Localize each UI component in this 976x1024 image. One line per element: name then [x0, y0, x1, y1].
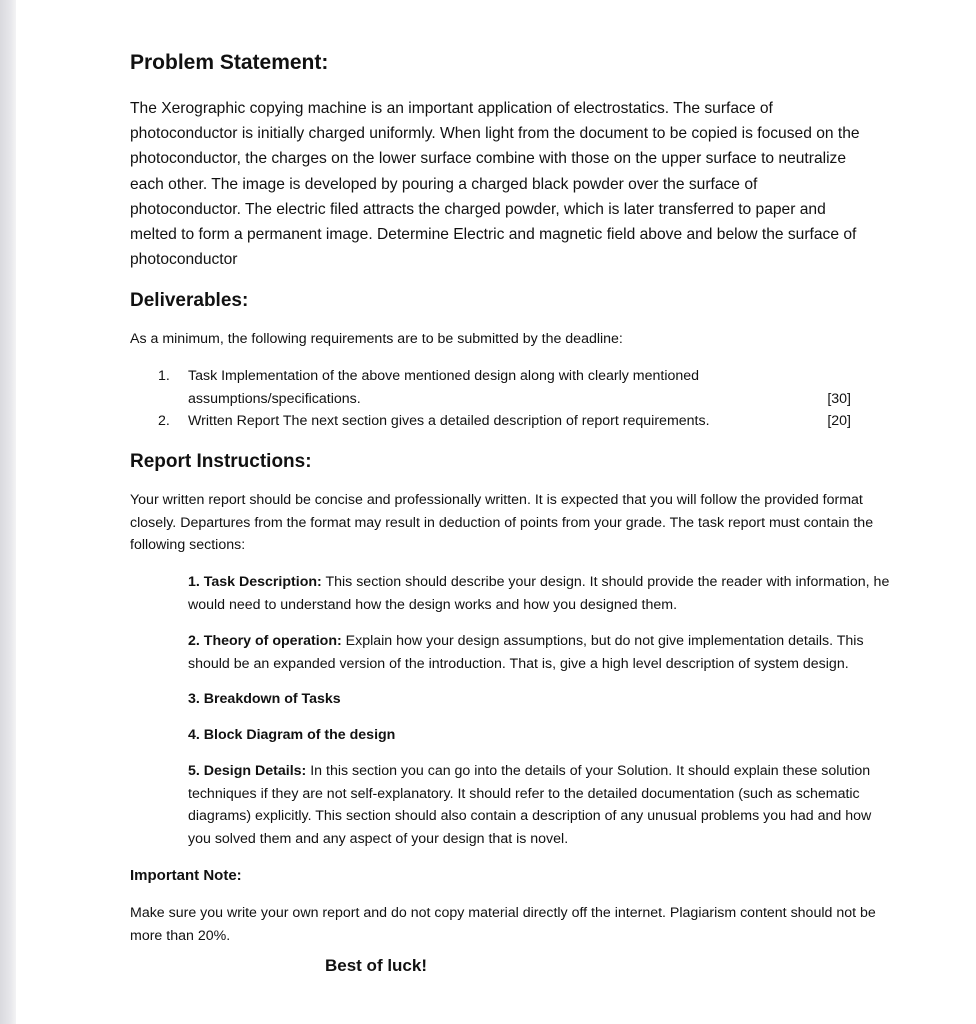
report-section-block-diagram	[188, 724, 890, 747]
deliverable-item	[130, 365, 890, 410]
deliverables-list	[130, 365, 890, 433]
deliverable-marks: [30]	[827, 390, 851, 407]
section-title: 3. Breakdown of Tasks	[188, 691, 341, 708]
important-note-text: Make sure you write your own report and do not copy material directly off the internet. Plagiarism content should not be more than 20%.	[130, 904, 876, 944]
deliverable-number: 2.	[158, 413, 170, 430]
deliverable-text: Written Report The next section gives a detailed description of report requirements.	[188, 413, 710, 430]
section-title: 1. Task Description:	[188, 574, 322, 591]
deliverable-number: 1.	[158, 368, 170, 385]
page-edge-shadow	[0, 0, 16, 1024]
deliverable-marks: [20]	[827, 413, 851, 430]
document-page	[130, 48, 890, 947]
section-text: In this section you can go into the details of your Solution. It should explain these solution techniques if they are not self-explanatory. It should refer to the detailed documentation (such as schematic diagrams) explicitly. This section should also contain a description of any unusual problems you had and how you solved them and any aspect of your design that is novel.	[188, 762, 872, 848]
deliverables-intro: As a minimum, the following requirements are to be submitted by the deadline:	[130, 331, 623, 348]
report-section-task-description	[188, 571, 890, 617]
section-text: Explain how your design assumptions, but do not give implementation details. This should be an expanded version of the introduction. That is, give a high level description of system design.	[188, 632, 864, 672]
problem-statement-text: The Xerographic copying machine is an important application of electrostatics. The surface of photoconductor is initially charged uniformly. When light from the document to be copied is focused on the photoconductor, the charges on the lower surface combine with those on the upper surface to neutralize each other. The image is developed by pouring a charged black powder over the surface of photoconductor. The electric filed attracts the charged powder, which is later transferred to paper and melted to form a permanent image. Determine Electric and magnetic field above and below the surface of photoconductor	[130, 100, 860, 269]
deliverable-text: Task Implementation of the above mentioned design along with clearly mentioned assumptions/specifications.	[188, 368, 700, 407]
deliverable-item	[130, 410, 890, 433]
section-title: 4. Block Diagram of the design	[188, 727, 396, 744]
section-title: 5. Design Details:	[188, 762, 307, 779]
report-instructions-heading: Report Instructions:	[130, 450, 312, 472]
report-instructions-intro: Your written report should be concise and professionally written. It is expected that you will follow the provided format closely. Departures from the format may result in deduction of points from your grade. The task report must contain the following sections:	[130, 491, 874, 554]
closing-text: Best of luck!	[324, 956, 428, 975]
section-text: This section should describe your design. It should provide the reader with information, he would need to understand how the design works and how you designed them.	[188, 574, 890, 613]
report-section-breakdown	[188, 688, 890, 711]
problem-statement-heading: Problem Statement:	[130, 51, 329, 74]
report-section-design-details	[188, 760, 890, 851]
report-section-theory	[188, 630, 890, 676]
important-note-heading: Important Note:	[130, 867, 242, 885]
deliverables-heading: Deliverables:	[130, 290, 249, 312]
section-title: 2. Theory of operation:	[188, 632, 342, 649]
